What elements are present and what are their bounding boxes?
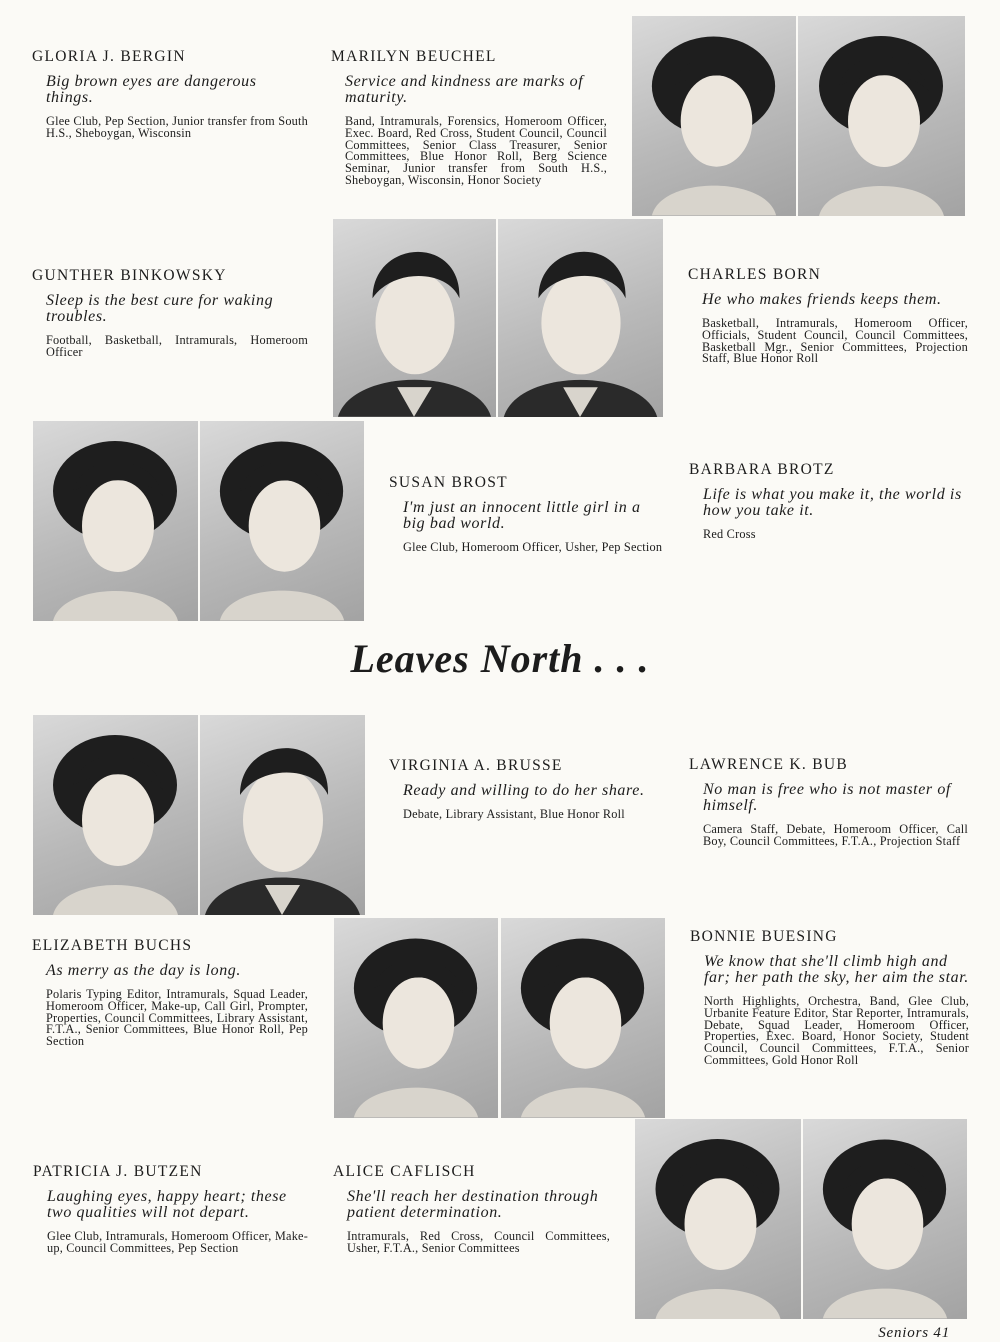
senior-quote: I'm just an innocent little girl in a big bad world. bbox=[403, 499, 641, 532]
portrait-lawrence-bub bbox=[200, 715, 365, 915]
senior-entry bbox=[689, 756, 968, 848]
senior-activities: Camera Staff, Debate, Homeroom Officer, Call Boy, Council Committees, F.T.A., Projection Staff bbox=[703, 822, 968, 848]
senior-activities: Red Cross bbox=[703, 527, 756, 541]
senior-entry bbox=[389, 757, 666, 821]
senior-name: ALICE CAFLISCH bbox=[333, 1163, 476, 1180]
senior-quote: He who makes friends keeps them. bbox=[702, 291, 942, 308]
senior-entry bbox=[331, 48, 607, 187]
senior-entry bbox=[333, 1163, 610, 1255]
portrait-alice-caflisch bbox=[803, 1119, 967, 1319]
senior-quote: Life is what you make it, the world is how you take it. bbox=[703, 486, 962, 519]
senior-name: SUSAN BROST bbox=[389, 474, 508, 491]
senior-activities: Band, Intramurals, Forensics, Homeroom Officer, Exec. Board, Red Cross, Student Council, Council Committees, Senior Class Treasurer, Senior Committees, Blue Honor Roll, Berg Science Seminar, Junior transfer from South H.S., Sheboygan, Wisconsin, Honor Society bbox=[345, 114, 607, 187]
senior-name: PATRICIA J. BUTZEN bbox=[33, 1163, 203, 1180]
senior-activities: Glee Club, Pep Section, Junior transfer from South H.S., Sheboygan, Wisconsin bbox=[46, 114, 308, 140]
portrait-gloria-bergin bbox=[632, 16, 796, 216]
senior-entry bbox=[688, 266, 968, 365]
portrait-charles-born bbox=[498, 219, 663, 417]
senior-name: GLORIA J. BERGIN bbox=[32, 48, 186, 65]
portrait-charles-born-image bbox=[498, 219, 663, 417]
senior-entry bbox=[32, 267, 308, 359]
senior-quote: No man is free who is not master of himself. bbox=[703, 781, 951, 814]
portrait-virginia-brusse-image bbox=[33, 715, 198, 915]
senior-quote: Service and kindness are marks of maturity. bbox=[345, 73, 584, 106]
portrait-marilyn-beuchel-image bbox=[798, 16, 965, 216]
senior-entry bbox=[690, 928, 969, 1067]
senior-entry bbox=[33, 1163, 308, 1255]
senior-activities: Debate, Library Assistant, Blue Honor Roll bbox=[403, 807, 625, 821]
senior-quote: We know that she'll climb high and far; her path the sky, her aim the star. bbox=[704, 953, 969, 986]
senior-activities: North Highlights, Orchestra, Band, Glee Club, Urbanite Feature Editor, Star Reporter, Intramurals, Debate, Squad Leader, Homeroom Officer, Properties, Exec. Board, Honor Society, Student Council, Council Committees, F.T.A., Senior Committees, Gold Honor Roll bbox=[704, 994, 969, 1067]
portrait-patricia-butzen bbox=[635, 1119, 801, 1319]
senior-entry bbox=[689, 461, 968, 541]
portrait-bonnie-buesing bbox=[501, 918, 665, 1118]
senior-quote: She'll reach her destination through patient determination. bbox=[347, 1188, 599, 1221]
senior-quote: As merry as the day is long. bbox=[46, 962, 242, 979]
portrait-patricia-butzen-image bbox=[635, 1119, 801, 1319]
senior-name: CHARLES BORN bbox=[688, 266, 822, 283]
senior-name: VIRGINIA A. BRUSSE bbox=[389, 757, 563, 774]
senior-activities: Glee Club, Homeroom Officer, Usher, Pep Section bbox=[403, 540, 663, 554]
portrait-lawrence-bub-image bbox=[200, 715, 365, 915]
portrait-barbara-brotz bbox=[200, 421, 364, 621]
portrait-gloria-bergin-image bbox=[632, 16, 796, 216]
portrait-susan-brost bbox=[33, 421, 198, 621]
portrait-gunther-binkowsky-image bbox=[333, 219, 496, 417]
portrait-gunther-binkowsky bbox=[333, 219, 496, 417]
portrait-alice-caflisch-image bbox=[803, 1119, 967, 1319]
senior-name: BONNIE BUESING bbox=[690, 928, 838, 945]
page-footer: Seniors 41 bbox=[878, 1325, 950, 1341]
portrait-barbara-brotz-image bbox=[200, 421, 364, 621]
senior-name: ELIZABETH BUCHS bbox=[32, 937, 193, 954]
senior-quote: Big brown eyes are dangerous things. bbox=[46, 73, 257, 106]
senior-entry bbox=[389, 474, 666, 554]
portrait-elizabeth-buchs-image bbox=[334, 918, 498, 1118]
senior-name: LAWRENCE K. BUB bbox=[689, 756, 849, 773]
portrait-bonnie-buesing-image bbox=[501, 918, 665, 1118]
senior-quote: Sleep is the best cure for waking troubles. bbox=[46, 292, 274, 325]
portrait-susan-brost-image bbox=[33, 421, 198, 621]
section-title: Leaves North . . . bbox=[350, 636, 650, 681]
senior-entry bbox=[32, 48, 308, 140]
portrait-marilyn-beuchel bbox=[798, 16, 965, 216]
senior-quote: Laughing eyes, happy heart; these two qualities will not depart. bbox=[47, 1188, 287, 1221]
senior-activities: Basketball, Intramurals, Homeroom Officer, Officials, Student Council, Council Committees, Basketball Mgr., Senior Committees, Projection Staff, Blue Honor Roll bbox=[702, 316, 968, 366]
senior-activities: Intramurals, Red Cross, Council Committees, Usher, F.T.A., Senior Committees bbox=[347, 1229, 610, 1255]
portrait-elizabeth-buchs bbox=[334, 918, 498, 1118]
portrait-virginia-brusse bbox=[33, 715, 198, 915]
senior-name: GUNTHER BINKOWSKY bbox=[32, 267, 227, 284]
senior-activities: Football, Basketball, Intramurals, Homeroom Officer bbox=[46, 333, 308, 359]
senior-name: BARBARA BROTZ bbox=[689, 461, 835, 478]
senior-activities: Polaris Typing Editor, Intramurals, Squad Leader, Homeroom Officer, Make-up, Call Girl, Prompter, Properties, Council Committees, Library Assistant, F.T.A., Senior Committees, Blue Honor Roll, Pep Section bbox=[46, 987, 308, 1049]
senior-entry bbox=[32, 937, 308, 1048]
senior-quote: Ready and willing to do her share. bbox=[403, 782, 645, 799]
senior-name: MARILYN BEUCHEL bbox=[331, 48, 497, 65]
senior-activities: Glee Club, Intramurals, Homeroom Officer, Make-up, Council Committees, Pep Section bbox=[47, 1229, 308, 1255]
